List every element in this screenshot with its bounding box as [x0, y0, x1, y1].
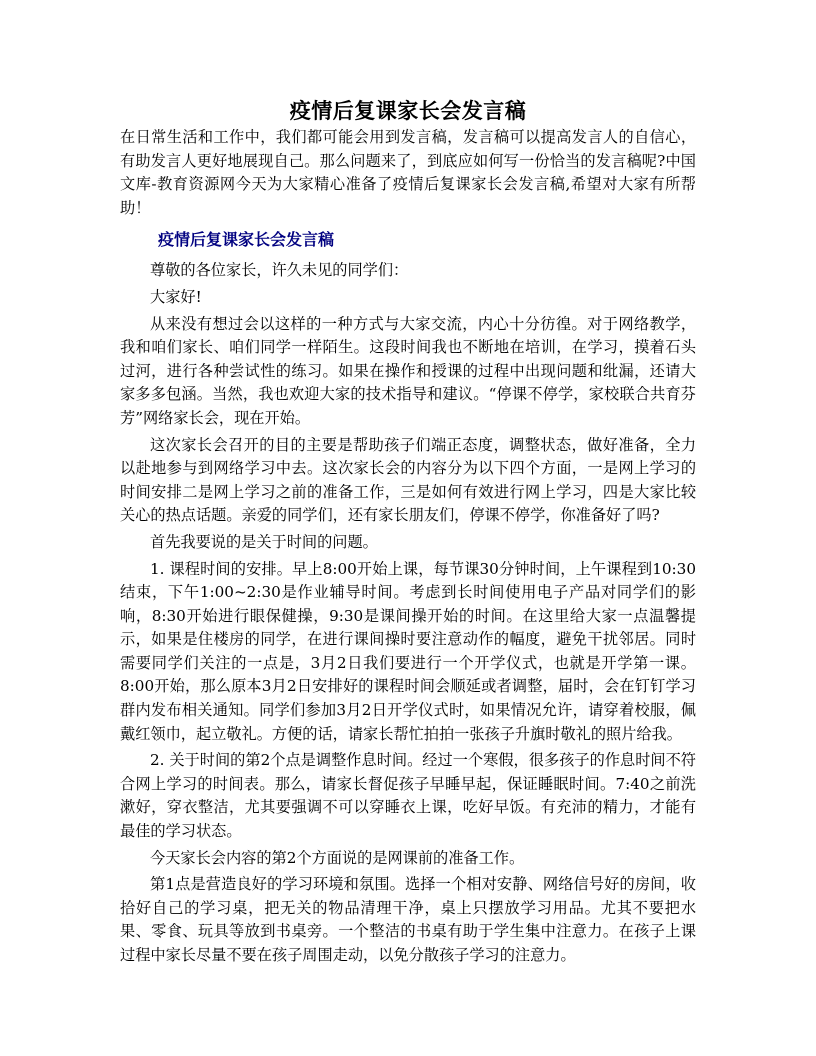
body-paragraph: 首先我要说的是关于时间的问题。: [150, 532, 378, 551]
document-page: [120, 96, 696, 971]
body-paragraph: 1. 课程时间的安排。早上8:00开始上课，每节课30分钟时间，上午课程到10:30结束，下午1:00~2:30是作业辅导时间。考虑到长时间使用电子产品对同学们的影响，8:30开始进行眼保健操，9:30是课间操开始的时间。在这里给大家一点温馨提示，如果是住楼房的同学，在进行课间操时要注意动作的幅度，避免干扰邻居。同时需要同学们关注的一点是，3月2日我们要进行一个开学仪式，也就是开学第一课。8:00开始，那么原本3月2日安排好的课程时间会顺延或者调整，届时，会在钉钉学习群内发布相关通知。同学们参加3月2日开学仪式时，如果情况允许，请穿着校服，佩戴红领巾，起立敬礼。方便的话，请家长帮忙拍拍一张孩子升旗时敬礼的照片给我。: [120, 559, 696, 743]
body-paragraph: 从来没有想过会以这样的一种方式与大家交流，内心十分彷徨。对于网络教学，我和咱们家长、咱们同学一样陌生。这段时间我也不断地在培训，在学习，摸着石头过河，进行各种尝试性的练习。如果在操作和授课的过程中出现问题和纰漏，还请大家多多包涵。当然，我也欢迎大家的技术指导和建议。“停课不停学，家校联合共育芬芳”网络家长会，现在开始。: [120, 314, 696, 427]
body-paragraph: 2. 关于时间的第2个点是调整作息时间。经过一个寒假，很多孩子的作息时间不符合网上学习的时间表。那么，请家长督促孩子早睡早起，保证睡眠时间。7:40之前洗漱好，穿衣整洁，尤其要强调不可以穿睡衣上课，吃好早饭。有充沛的精力，才能有最佳的学习状态。: [120, 751, 696, 841]
body-paragraph: 第1点是营造良好的学习环境和氛围。选择一个相对安静、网络信号好的房间，收拾好自己的学习桌，把无关的物品清理干净，桌上只摆放学习用品。尤其不要把水果、零食、玩具等放到书桌旁。一个整洁的书桌有助于学生集中注意力。在孩子上课过程中家长尽量不要在孩子周围走动，以免分散孩子学习的注意力。: [120, 875, 696, 964]
intro-paragraph: 在日常生活和工作中，我们都可能会用到发言稿，发言稿可以提高发言人的自信心，有助发言人更好地展现自己。那么问题来了，到底应如何写一份恰当的发言稿呢?中国文库-教育资源网今天为大家精心准备了疫情后复课家长会发言稿,希望对大家有所帮助！: [120, 128, 696, 217]
body-paragraph: 这次家长会召开的目的主要是帮助孩子们端正态度，调整状态，做好准备，全力以赴地参与到网络学习中去。这次家长会的内容分为以下四个方面，一是网上学习的时间安排二是网上学习之前的准备工作，三是如何有效进行网上学习，四是大家比较关心的热点话题。亲爱的同学们，还有家长朋友们，停课不停学，你准备好了吗?: [120, 435, 696, 525]
section-subtitle: 疫情后复课家长会发言稿: [158, 230, 335, 250]
body-paragraph: 今天家长会内容的第2个方面说的是网课前的准备工作。: [150, 848, 525, 867]
greeting-paragraph: 大家好!: [150, 287, 202, 306]
document-title: 疫情后复课家长会发言稿: [289, 98, 527, 123]
salutation-paragraph: 尊敬的各位家长，许久未见的同学们：: [150, 261, 409, 280]
